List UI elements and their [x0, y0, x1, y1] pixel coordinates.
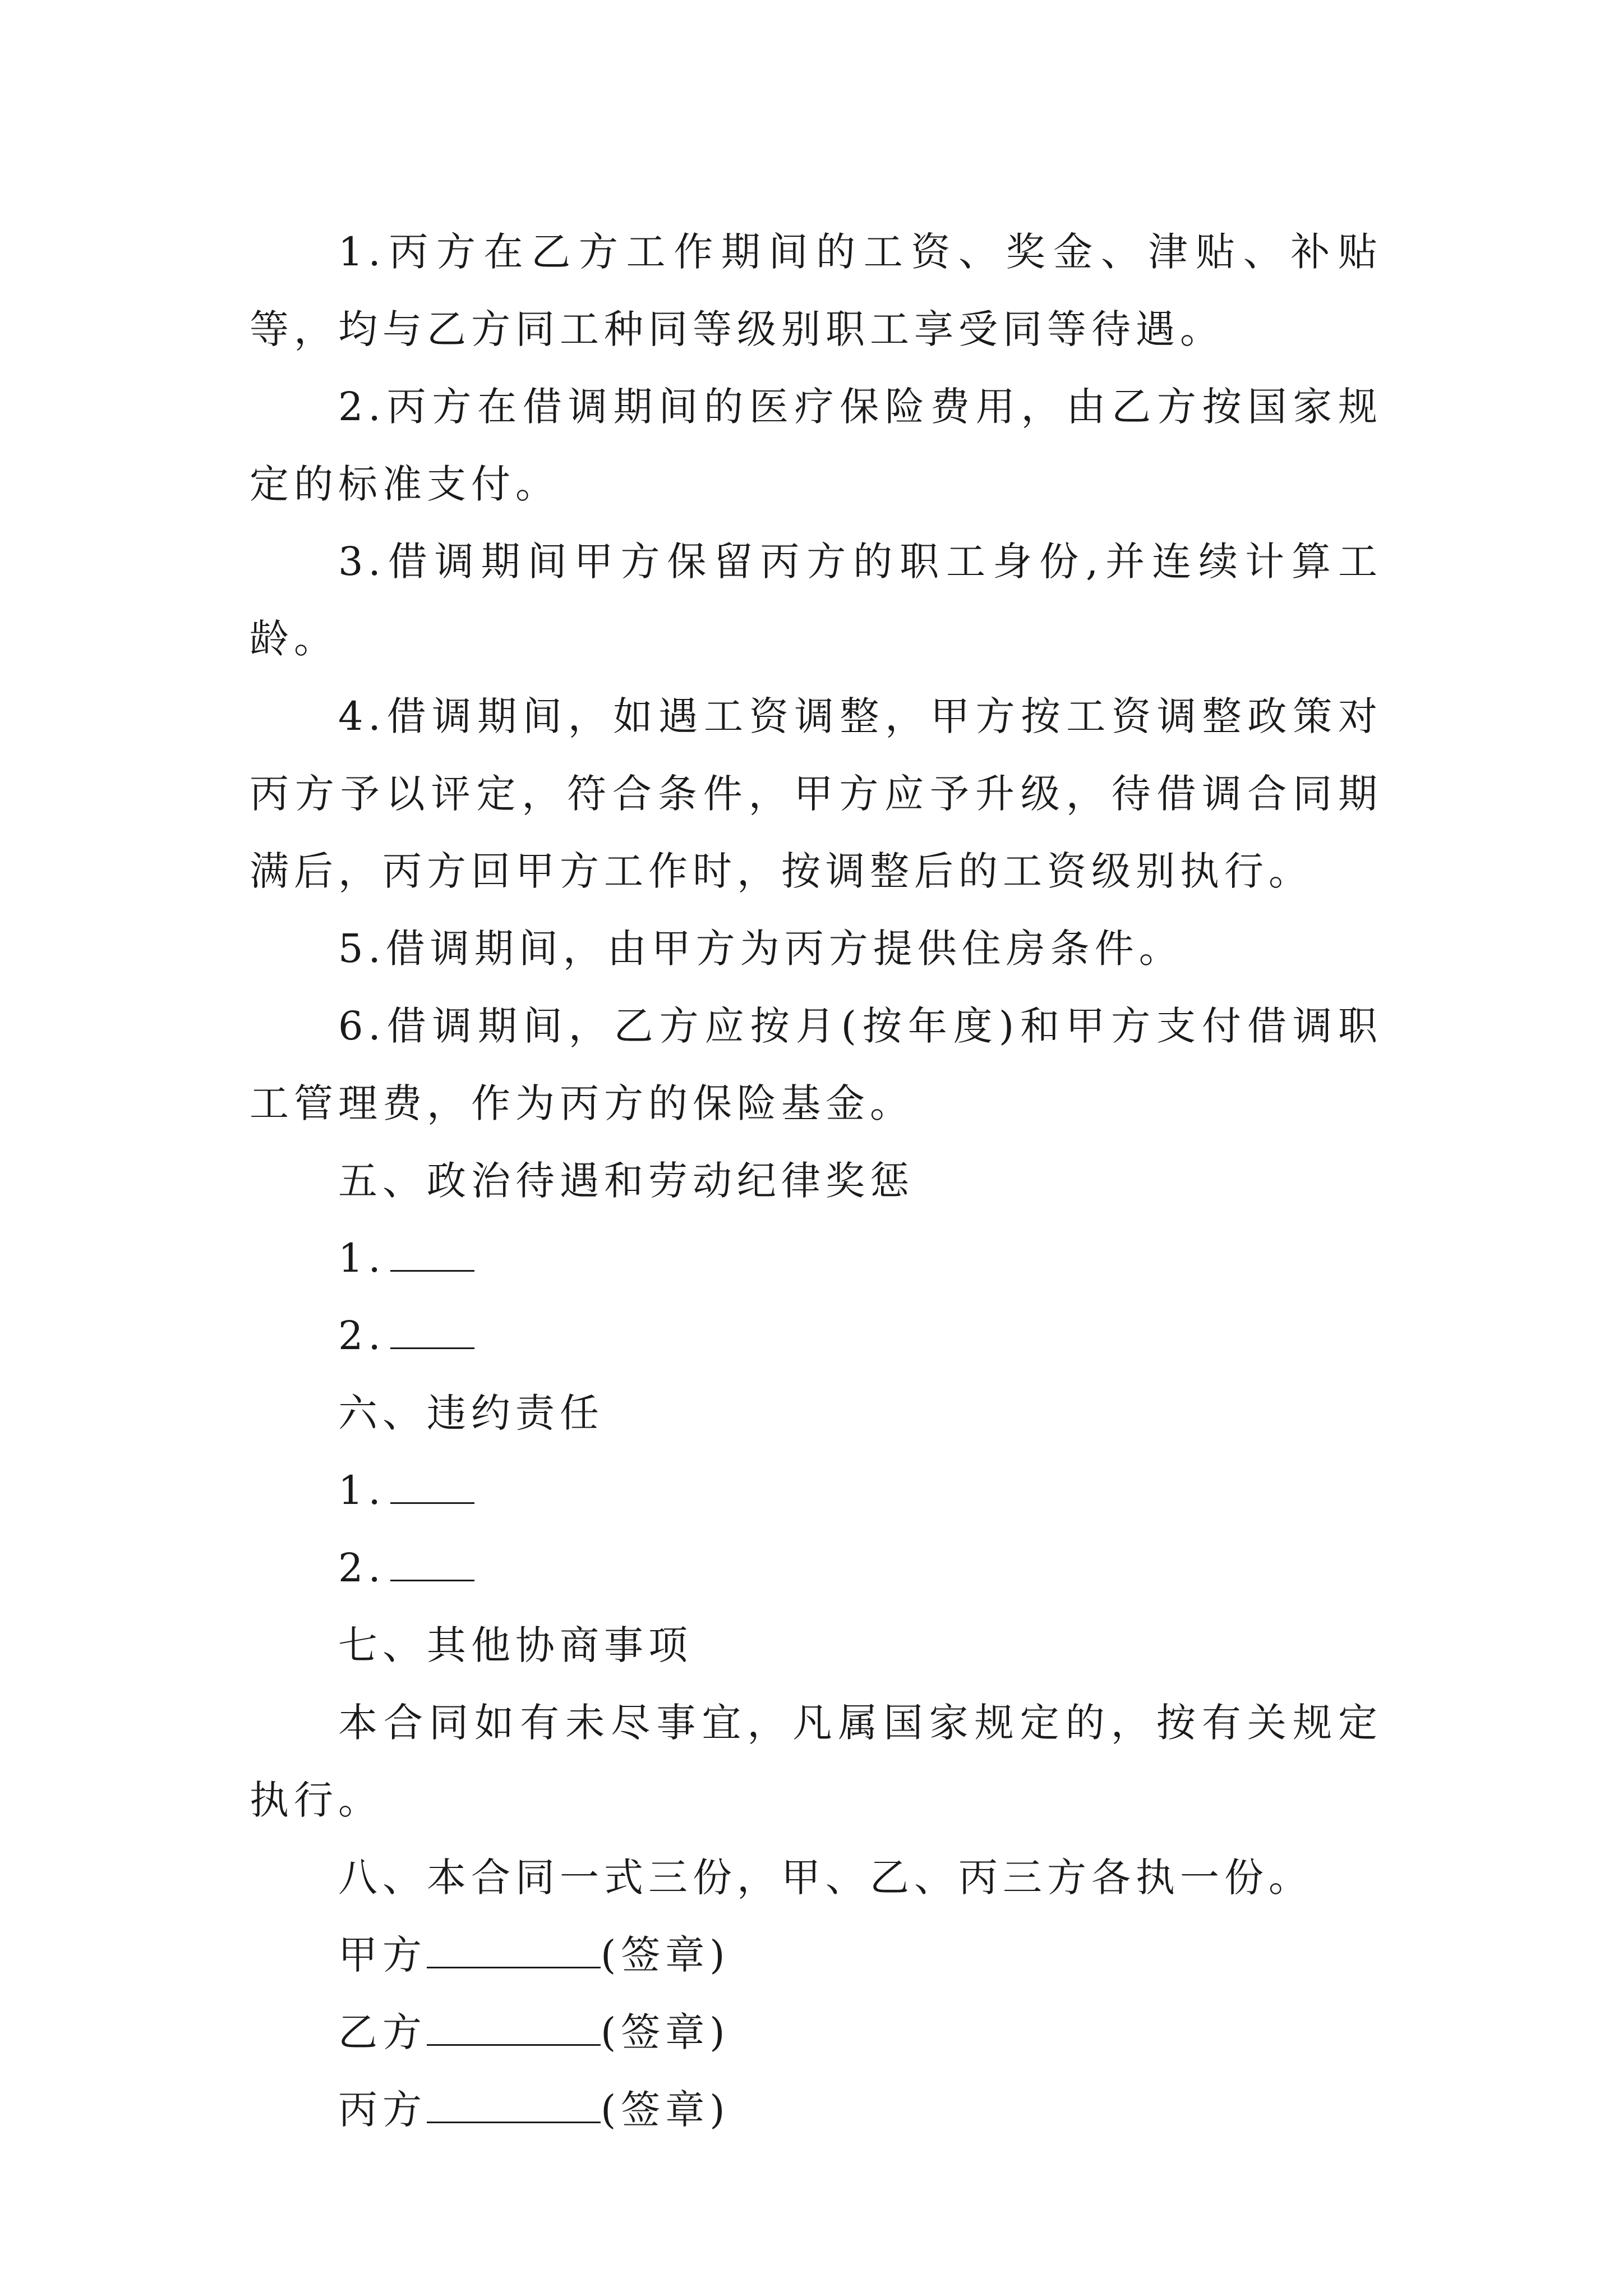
document-body: [250, 213, 1382, 2148]
signature-line-party-a: [250, 1916, 1382, 1994]
signature-stamp-label: (签章): [601, 1932, 730, 1978]
item-number: 1.: [338, 1235, 386, 1281]
section-5-item-2: [250, 1297, 1382, 1374]
item-number: 2.: [338, 1545, 386, 1591]
section-8-text: 八、本合同一式三份，甲、乙、丙三方各执一份。: [338, 1855, 1313, 1901]
section-5-item-1: [250, 1220, 1382, 1297]
signature-stamp-label: (签章): [601, 2009, 730, 2055]
signature-blank[interactable]: [427, 1923, 601, 1968]
fill-in-blank[interactable]: [390, 1536, 474, 1581]
paragraph-staff-status: 3.借调期间甲方保留丙方的职工身份,并连续计算工龄。: [250, 539, 1382, 662]
section-6-item-1: [250, 1452, 1382, 1529]
section-7-title: 七、其他协商事项: [338, 1622, 693, 1668]
item-number: 2.: [338, 1313, 386, 1359]
signature-line-party-c: [250, 2071, 1382, 2148]
section-6-item-2: [250, 1529, 1382, 1607]
section-7-text: 本合同如有未尽事宜，凡属国家规定的，按有关规定执行。: [250, 1700, 1382, 1823]
signature-blank[interactable]: [427, 2078, 601, 2123]
section-6-title: 六、违约责任: [338, 1390, 604, 1436]
signature-line-party-b: [250, 1994, 1382, 2071]
signature-party-label: 甲方: [338, 1932, 427, 1978]
signature-blank[interactable]: [427, 2000, 601, 2046]
fill-in-blank[interactable]: [390, 1226, 474, 1272]
paragraph-wage-adjustment: 4.借调期间，如遇工资调整，甲方按工资调整政策对丙方予以评定，符合条件，甲方应予升级，待借调合同期满后，丙方回甲方工作时，按调整后的工资级别执行。: [250, 693, 1382, 894]
signature-stamp-label: (签章): [601, 2087, 730, 2133]
section-5-title: 五、政治待遇和劳动纪律奖惩: [338, 1158, 914, 1204]
fill-in-blank[interactable]: [390, 1458, 474, 1504]
paragraph-wage-equal: 1.丙方在乙方工作期间的工资、奖金、津贴、补贴等，均与乙方同工种同等级别职工享受同等待遇。: [250, 229, 1382, 352]
paragraph-medical-insurance: 2.丙方在借调期间的医疗保险费用，由乙方按国家规定的标准支付。: [250, 384, 1382, 507]
fill-in-blank[interactable]: [390, 1304, 474, 1349]
paragraph-housing: 5.借调期间，由甲方为丙方提供住房条件。: [338, 926, 1183, 972]
signature-party-label: 乙方: [338, 2009, 427, 2055]
item-number: 1.: [338, 1467, 386, 1513]
signature-party-label: 丙方: [338, 2087, 427, 2133]
paragraph-management-fee: 6.借调期间，乙方应按月(按年度)和甲方支付借调职工管理费，作为丙方的保险基金。: [250, 1003, 1382, 1126]
